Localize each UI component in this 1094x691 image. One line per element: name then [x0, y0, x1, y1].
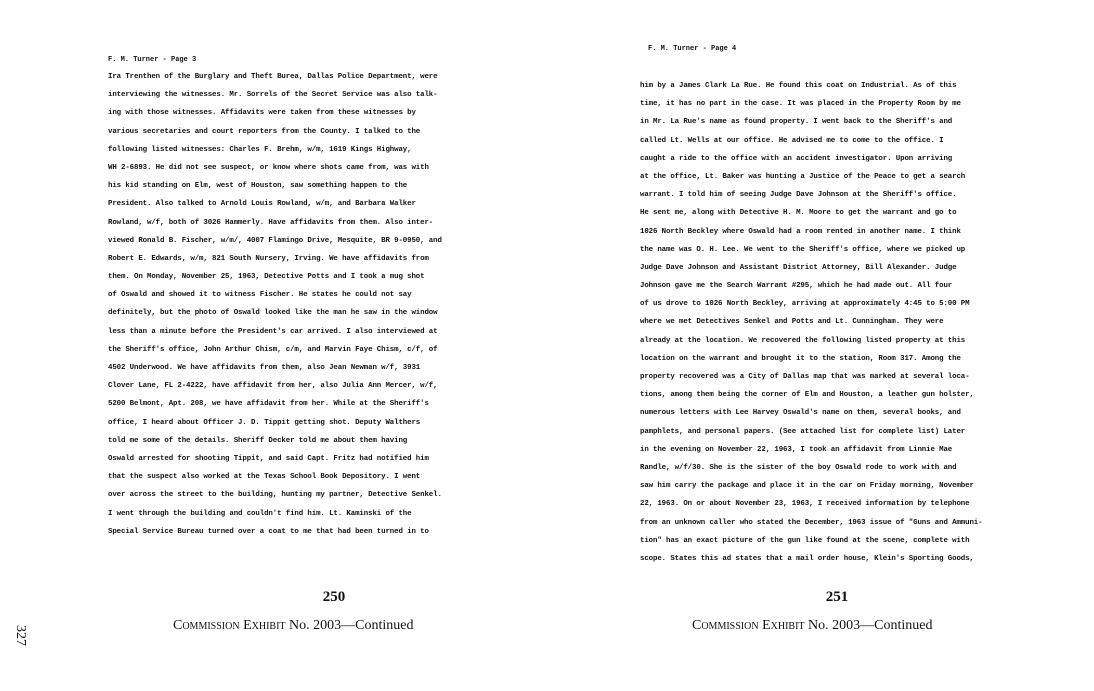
typed-text-body [108, 68, 442, 541]
caption-prefix: Commission Exhibit [173, 618, 286, 633]
text-line: He sent me, along with Detective H. M. Moore to get the warrant and go to [640, 209, 957, 218]
text-line: numerous letters with Lee Harvey Oswald's name on them, several books, and [640, 409, 961, 418]
text-line: less than a minute before the President's car arrived. I also interviewed at [108, 327, 438, 336]
text-line: Randle, w/f/30. She is the sister of the boy Oswald rode to work with and [640, 463, 957, 472]
text-line: them. On Monday, November 25, 1963, Detective Potts and I took a mug shot [108, 273, 425, 282]
text-line: definitely, but the photo of Oswald looked like the man he saw in the window [108, 309, 438, 318]
exhibit-caption [692, 618, 932, 634]
text-line: him by a James Clark La Rue. He found this coat on Industrial. As of this [640, 82, 957, 90]
page-number: 251 [825, 589, 849, 605]
text-line: location on the warrant and brought it to the station, Room 317. Among the [640, 354, 961, 363]
text-line: 5200 Belmont, Apt. 208, we have affidavit from her. While at the Sheriff's [108, 400, 429, 409]
text-line: pamphlets, and personal papers. (See attached list for complete list) Later [640, 427, 966, 436]
text-line: following listed witnesses: Charles F. Brehm, w/m, 1619 Kings Highway, [108, 145, 412, 154]
exhibit-caption [173, 618, 413, 634]
page-header: F. M. Turner - Page 4 [648, 45, 737, 53]
page-number: 250 [322, 589, 346, 605]
text-line: the name was O. H. Lee. We went to the Sheriff's office, where we picked up [640, 245, 966, 254]
text-line: saw him carry the package and place it in the car on Friday morning, November [640, 482, 974, 491]
caption-suffix: No. 2003—Continued [804, 618, 933, 633]
text-line: WH 2-6893. He did not see suspect, or know where shots came from, was with [108, 163, 429, 172]
text-line: Special Service Bureau turned over a coat to me that had been turned in to [108, 527, 429, 536]
text-line: President. Also talked to Arnold Louis Rowland, w/m, and Barbara Walker [108, 200, 416, 209]
text-line: Rowland, w/f, both of 3026 Hammerly. Have affidavits from them. Also inter- [108, 218, 434, 227]
text-line: in the evening on November 22, 1963, I took an affidavit from Linnie Mae [640, 445, 953, 454]
text-line: Clover Lane, FL 2-4222, have affidavit from her, also Julia Ann Mercer, w/f, [108, 382, 438, 391]
text-line: from an unknown caller who stated the December, 1963 issue of "Guns and Ammuni- [640, 518, 983, 527]
page-header: F. M. Turner - Page 3 [108, 56, 197, 64]
text-line: Robert E. Edwards, w/m, 821 South Nursery, Irving. We have affidavits from [108, 254, 429, 263]
text-line: scope. States this ad states that a mail order house, Klein's Sporting Goods, [640, 554, 974, 563]
text-line: interviewing the witnesses. Mr. Sorrels of the Secret Service was also talk- [108, 91, 438, 100]
text-line: told me some of the details. Sheriff Decker told me about them having [108, 436, 408, 445]
text-line: ing with those witnesses. Affidavits were taken from these witnesses by [108, 109, 416, 118]
text-line: property recovered was a City of Dallas map that was marked at several loca- [640, 373, 970, 381]
text-line: of us drove to 1026 North Beckley, arriving at approximately 4:45 to 5:00 PM [640, 300, 970, 309]
text-line: 4502 Underwood. We have affidavits from them, also Jean Newman w/f, 3931 [108, 364, 421, 372]
text-line: tion" has an exact picture of the gun like found at the scene, complete with [640, 536, 970, 545]
volume-page-number: 327 [13, 625, 28, 646]
text-line: viewed Ronald B. Fischer, w/m/, 4007 Flamingo Drive, Mesquite, BR 9-0950, and [108, 236, 442, 245]
text-line: Judge Dave Johnson and Assistant District Attorney, Bill Alexander. Judge [640, 263, 957, 272]
text-line: that the suspect also worked at the Texas School Book Depository. I went [108, 473, 421, 482]
text-line: 1026 North Beckley where Oswald had a room rented in another name. I think [640, 227, 961, 236]
text-line: time, it has no part in the case. It was placed in the Property Room by me [640, 100, 961, 109]
text-line: at the office, Lt. Baker was hunting a Justice of the Peace to get a search [640, 172, 966, 181]
text-line: the Sheriff's office, John Arthur Chism, c/m, and Marvin Faye Chism, c/f, of [108, 345, 438, 354]
text-line: in Mr. La Rue's name as found property. I went back to the Sheriff's and [640, 118, 953, 127]
text-line: office, I heard about Officer J. D. Tippit getting shot. Deputy Walthers [108, 418, 421, 427]
text-line: called Lt. Wells at our office. He advised me to come to the office. I [640, 136, 944, 145]
text-line: warrant. I told him of seeing Judge Dave Johnson at the Sheriff's office. [640, 191, 957, 200]
text-line: 22, 1963. On or about November 23, 1963, I received information by telephone [640, 500, 970, 509]
text-line: his kid standing on Elm, west of Houston, saw something happen to the [108, 182, 408, 191]
text-line: where we met Detectives Senkel and Potts and Lt. Cunningham. They were [640, 318, 944, 327]
text-line: tions, among them being the corner of Elm and Houston, a leather gun holster, [640, 391, 974, 400]
text-line: Oswald arrested for shooting Tippit, and said Capt. Fritz had notified him [108, 454, 429, 463]
text-line: Ira Trenthen of the Burglary and Theft Burea, Dallas Police Department, were [108, 73, 438, 81]
text-line: over across the street to the building, hunting my partner, Detective Senkel. [108, 491, 442, 500]
text-line: I went through the building and couldn't find him. Lt. Kaminski of the [108, 509, 412, 518]
typed-text-body [640, 77, 982, 568]
text-line: of Oswald and showed it to witness Fischer. He states he could not say [108, 291, 412, 300]
text-line: caught a ride to the office with an accident investigator. Upon arriving [640, 154, 953, 163]
text-line: already at the location. We recovered the following listed property at this [640, 336, 966, 345]
text-line: various secretaries and court reporters from the County. I talked to the [108, 127, 421, 136]
caption-prefix: Commission Exhibit [692, 618, 805, 633]
text-line: Johnson gave me the Search Warrant #295, which he had made out. All four [640, 282, 953, 291]
caption-suffix: No. 2003—Continued [285, 618, 414, 633]
